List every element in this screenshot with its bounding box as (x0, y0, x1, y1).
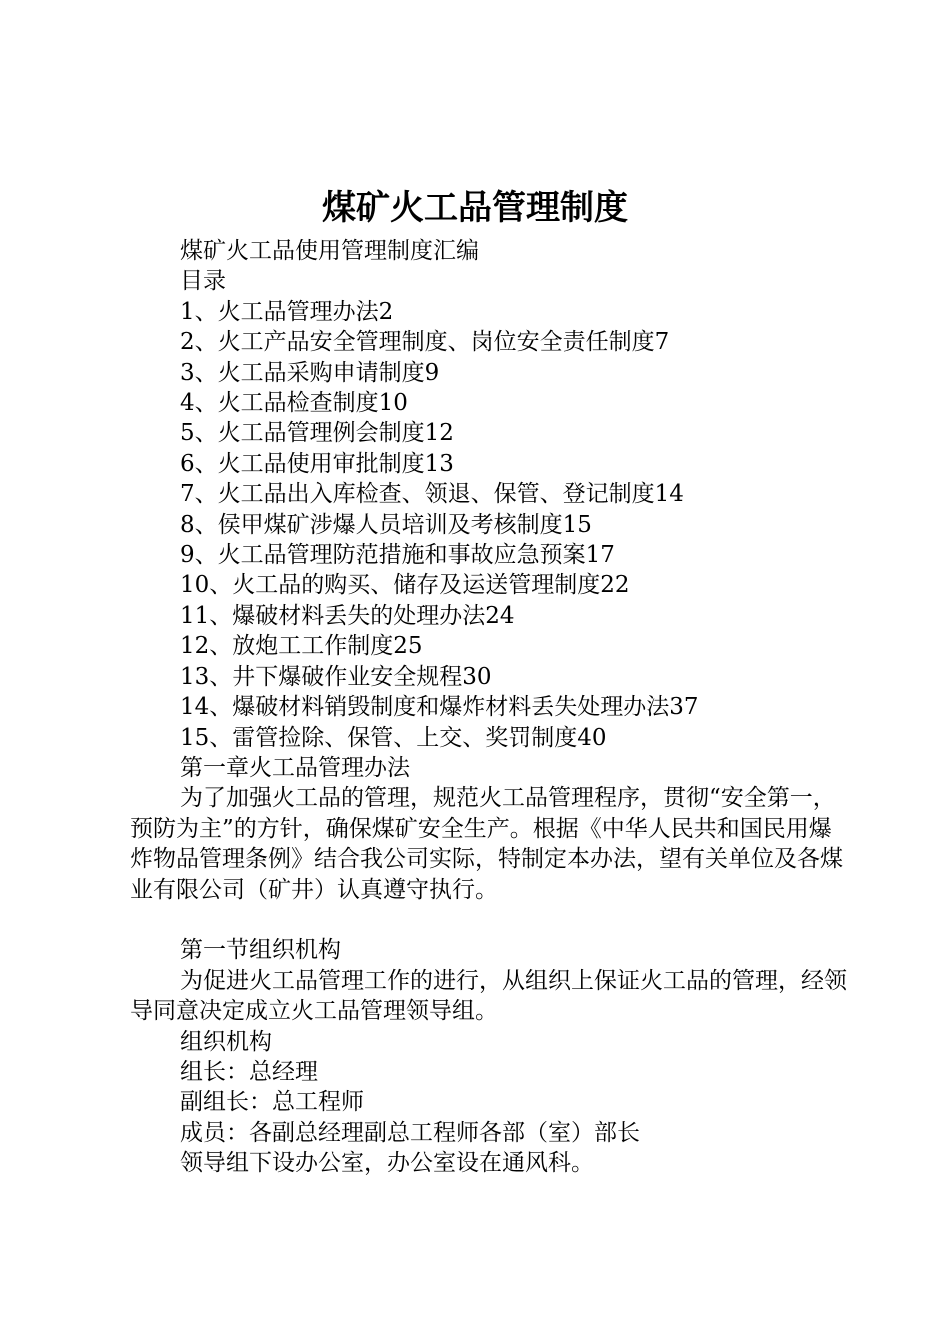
toc-item: 7、火工品出入库检查、领退、保管、登记制度14 (180, 481, 684, 508)
toc-item: 5、火工品管理例会制度12 (180, 420, 454, 447)
toc-item: 10、火工品的购买、储存及运送管理制度22 (180, 572, 630, 599)
chapter-intro-paragraph: 为了加强火工品的管理，规范火工品管理程序，贯彻“安全第一，预防为主”的方针，确保煤矿安全生产。根据《中华人民共和国民用爆炸物品管理条例》结合我公司实际，特制定本办法，望有关单位及各煤业有限公司（矿井）认真遵守执行。 (130, 785, 843, 903)
toc-item: 4、火工品检查制度10 (180, 390, 408, 417)
section-heading: 第一节组织机构 (180, 937, 341, 964)
toc-item: 15、雷管捡除、保管、上交、奖罚制度40 (180, 724, 607, 751)
toc-item: 1、火工品管理办法2 (180, 298, 394, 325)
toc-item: 13、井下爆破作业安全规程30 (180, 663, 492, 690)
org-heading: 组织机构 (180, 1028, 272, 1055)
org-members: 成员：各副总经理副总工程师各部（室）部长 (180, 1119, 640, 1146)
document-subtitle: 煤矿火工品使用管理制度汇编 (180, 238, 479, 264)
toc-item: 3、火工品采购申请制度9 (180, 359, 440, 386)
toc-item: 12、放炮工工作制度25 (180, 633, 423, 660)
toc-item: 11、爆破材料丢失的处理办法24 (180, 602, 515, 629)
toc-item: 2、火工产品安全管理制度、岗位安全责任制度7 (180, 329, 670, 356)
document-title: 煤矿火工品管理制度 (322, 188, 628, 228)
toc-item: 14、爆破材料销毁制度和爆炸材料丢失处理办法37 (180, 694, 699, 721)
toc-heading: 目录 (180, 268, 226, 295)
toc-item: 9、火工品管理防范措施和事故应急预案17 (180, 542, 615, 569)
toc-item: 6、火工品使用审批制度13 (180, 450, 454, 477)
org-leader: 组长：总经理 (180, 1058, 318, 1085)
toc-item: 8、侯甲煤矿涉爆人员培训及考核制度15 (180, 511, 592, 538)
chapter-heading: 第一章火工品管理办法 (180, 754, 410, 781)
org-office: 领导组下设办公室，办公室设在通风科。 (180, 1150, 594, 1177)
section-intro-paragraph: 为促进火工品管理工作的进行，从组织上保证火工品的管理，经领导同意决定成立火工品管理领导组。 (130, 967, 847, 1025)
org-deputy: 副组长：总工程师 (180, 1089, 364, 1116)
document-body (130, 236, 850, 1179)
paragraph-spacer (130, 905, 850, 935)
